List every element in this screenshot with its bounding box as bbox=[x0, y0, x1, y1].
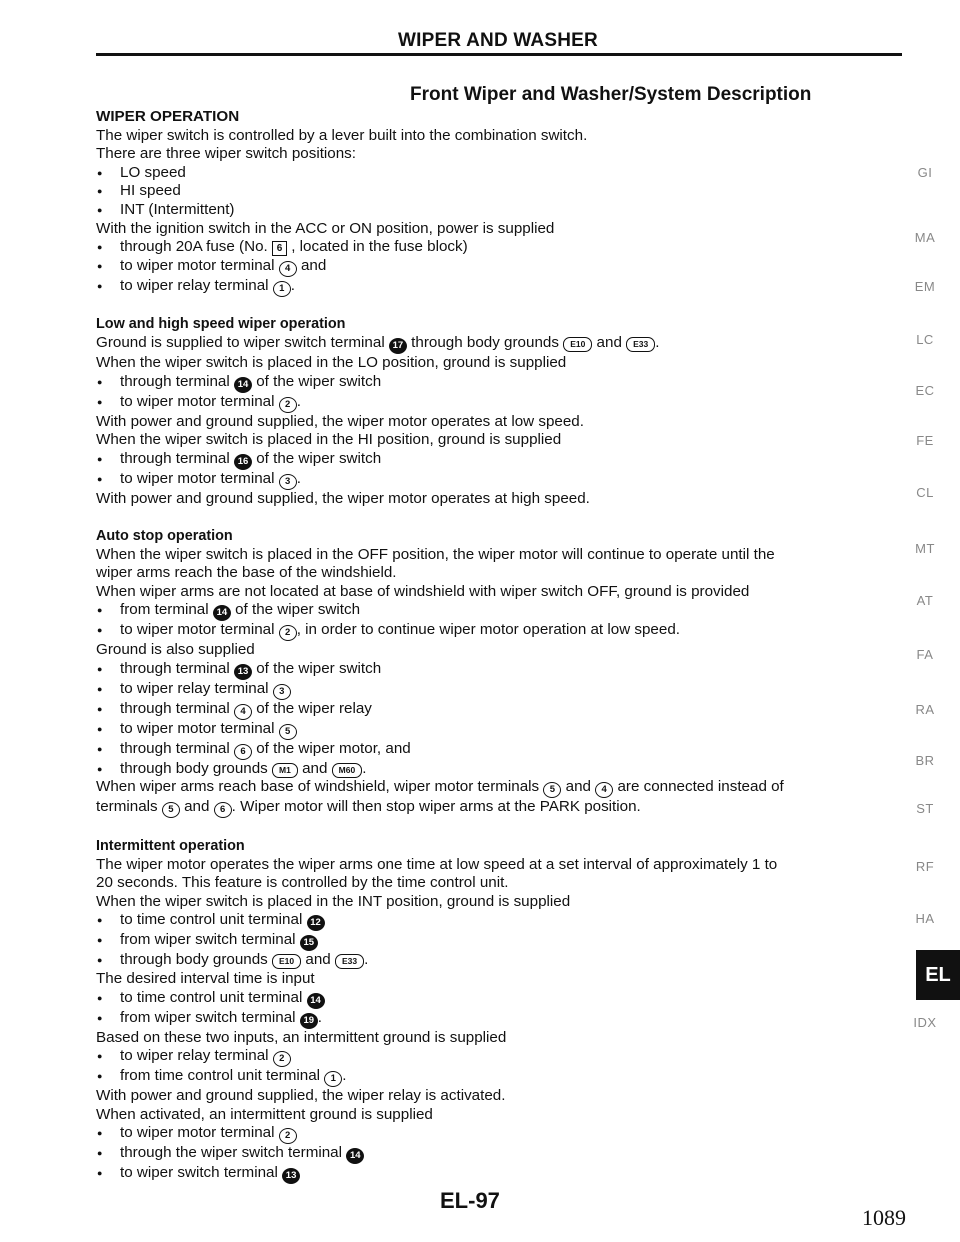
bullet-item: ● HI speed bbox=[96, 182, 902, 201]
text: through body grounds bbox=[120, 951, 268, 969]
tab-gi[interactable]: GI bbox=[917, 165, 933, 180]
terminal-number: 4 bbox=[595, 782, 613, 798]
tab-rf[interactable]: RF bbox=[915, 859, 935, 874]
terminal-number: 12 bbox=[307, 915, 325, 931]
terminal-number: 2 bbox=[273, 1051, 291, 1067]
bullet-item bbox=[96, 740, 902, 760]
text-line: When the wiper switch is placed in the LO position, ground is supplied bbox=[96, 353, 567, 371]
text: Ground is supplied to wiper switch terminal bbox=[96, 333, 385, 351]
bullet-item bbox=[96, 373, 902, 393]
page-number: 1089 bbox=[862, 1205, 906, 1230]
text: to wiper motor terminal bbox=[120, 719, 275, 737]
terminal-number: 17 bbox=[389, 338, 407, 354]
bullet-item bbox=[96, 257, 902, 277]
bullet-item bbox=[96, 1067, 902, 1087]
tab-br[interactable]: BR bbox=[915, 753, 935, 768]
text: to wiper relay terminal bbox=[120, 1047, 269, 1065]
terminal-number: 13 bbox=[282, 1168, 300, 1184]
low-high-heading: Low and high speed wiper operation bbox=[96, 316, 346, 333]
bullet-item bbox=[96, 760, 902, 779]
wiper-operation-heading: WIPER OPERATION bbox=[96, 108, 240, 125]
terminal-number: 2 bbox=[279, 397, 297, 413]
bullet-item bbox=[96, 989, 902, 1009]
tab-fa[interactable]: FA bbox=[916, 647, 934, 662]
tab-em[interactable]: EM bbox=[914, 279, 936, 294]
text: of the wiper relay bbox=[256, 699, 372, 717]
bullet-item bbox=[96, 951, 902, 970]
bullet-item: ● LO speed bbox=[96, 164, 902, 183]
tab-ra[interactable]: RA bbox=[915, 702, 935, 717]
text: to wiper relay terminal bbox=[120, 679, 269, 697]
terminal-number: 19 bbox=[300, 1013, 318, 1029]
terminal-number: 5 bbox=[279, 724, 297, 740]
text-line bbox=[96, 778, 902, 798]
text: through 20A fuse (No. bbox=[120, 238, 268, 256]
text-line: With power and ground supplied, the wiper motor operates at high speed. bbox=[96, 489, 590, 507]
bullet-item bbox=[96, 1047, 902, 1067]
bullet-item bbox=[96, 931, 902, 951]
bullet-item bbox=[96, 1124, 902, 1144]
terminal-number: 1 bbox=[273, 281, 291, 297]
bullet-item bbox=[96, 277, 902, 297]
text: When wiper arms reach base of windshield, wiper motor terminals bbox=[96, 778, 540, 796]
text: of the wiper motor, and bbox=[256, 739, 411, 757]
text-line: When wiper arms are not located at base of windshield with wiper switch OFF, ground is provided bbox=[96, 582, 750, 600]
bullet-item bbox=[96, 238, 902, 257]
tab-el-active[interactable]: EL bbox=[916, 950, 960, 1000]
text-line: The wiper switch is controlled by a lever built into the combination switch. bbox=[96, 126, 588, 144]
terminal-number: 14 bbox=[234, 377, 252, 393]
terminal-number: 3 bbox=[273, 684, 291, 700]
terminal-number: 4 bbox=[234, 704, 252, 720]
text-line: The wiper motor operates the wiper arms one time at low speed at a set interval of approximately 1 to bbox=[96, 855, 778, 873]
bullet-item bbox=[96, 700, 902, 720]
text: to wiper motor terminal bbox=[120, 1124, 275, 1142]
text: . Wiper motor will then stop wiper arms at the PARK position. bbox=[231, 798, 641, 816]
text: to wiper motor terminal bbox=[120, 256, 275, 274]
intermittent-heading: Intermittent operation bbox=[96, 838, 245, 855]
bullet-item bbox=[96, 720, 902, 740]
text: . bbox=[362, 759, 367, 777]
terminal-number: 2 bbox=[279, 625, 297, 641]
text: to time control unit terminal bbox=[120, 988, 303, 1006]
terminal-number: 16 bbox=[234, 454, 252, 470]
ground-symbol: M60 bbox=[332, 763, 363, 778]
text: . bbox=[655, 333, 660, 351]
bullet-item bbox=[96, 1009, 902, 1029]
text-line: With power and ground supplied, the wiper motor operates at low speed. bbox=[96, 412, 584, 430]
text: through terminal bbox=[120, 659, 230, 677]
bullet-item bbox=[96, 470, 902, 490]
text: to wiper motor terminal bbox=[120, 621, 275, 639]
tab-at[interactable]: AT bbox=[916, 593, 934, 608]
text-line: Based on these two inputs, an intermittent ground is supplied bbox=[96, 1028, 507, 1046]
text: . bbox=[364, 951, 369, 969]
text: through terminal bbox=[120, 739, 230, 757]
text: and bbox=[565, 778, 591, 796]
text: of the wiper switch bbox=[256, 449, 382, 467]
text: . bbox=[342, 1067, 347, 1085]
bullet-item bbox=[96, 1144, 902, 1164]
text: . bbox=[290, 276, 296, 294]
terminal-number: 5 bbox=[543, 782, 561, 798]
terminal-number: 14 bbox=[213, 605, 231, 621]
text-line: wiper arms reach the base of the windshield. bbox=[96, 564, 397, 582]
text: and bbox=[302, 759, 328, 777]
text: . bbox=[296, 469, 301, 487]
text-line: When the wiper switch is placed in the OFF position, the wiper motor will continue to operate until the bbox=[96, 545, 775, 563]
text-line: Ground is also supplied bbox=[96, 641, 255, 659]
bullet-item bbox=[96, 450, 902, 470]
text: and bbox=[300, 256, 327, 274]
text-line bbox=[96, 798, 902, 818]
text: through terminal bbox=[120, 372, 230, 390]
tab-lc[interactable]: LC bbox=[916, 332, 934, 347]
tab-st[interactable]: ST bbox=[916, 801, 934, 816]
text-line: When the wiper switch is placed in the HI position, ground is supplied bbox=[96, 431, 562, 449]
bullet-item: ● INT (Intermittent) bbox=[96, 201, 902, 220]
text: of the wiper switch bbox=[235, 601, 361, 619]
terminal-number: 4 bbox=[279, 261, 297, 277]
ground-symbol: E10 bbox=[272, 954, 301, 969]
tab-ec[interactable]: EC bbox=[915, 383, 935, 398]
bullet-item bbox=[96, 601, 902, 621]
terminal-number: 13 bbox=[234, 664, 252, 680]
ground-symbol: M1 bbox=[272, 763, 298, 778]
text: , in order to continue wiper motor operation at low speed. bbox=[296, 621, 680, 639]
terminal-number: 6 bbox=[234, 744, 252, 760]
text-line: There are three wiper switch positions: bbox=[96, 145, 356, 163]
text: through the wiper switch terminal bbox=[120, 1144, 343, 1162]
bullet-item bbox=[96, 621, 902, 641]
text: from terminal bbox=[120, 601, 209, 619]
text: from time control unit terminal bbox=[120, 1067, 321, 1085]
text: . bbox=[296, 392, 301, 410]
text: from wiper switch terminal bbox=[120, 1008, 296, 1026]
terminal-number: 2 bbox=[279, 1128, 297, 1144]
text: to wiper motor terminal bbox=[120, 469, 275, 487]
text: to time control unit terminal bbox=[120, 911, 303, 929]
ground-symbol: E10 bbox=[563, 337, 592, 352]
text: and bbox=[184, 798, 210, 816]
text: of the wiper switch bbox=[256, 659, 382, 677]
page-header-title: WIPER AND WASHER bbox=[398, 30, 598, 51]
ground-symbol: E33 bbox=[626, 337, 655, 352]
text-line: With power and ground supplied, the wiper relay is activated. bbox=[96, 1087, 506, 1105]
tab-ma[interactable]: MA bbox=[914, 230, 936, 245]
text: and bbox=[305, 951, 331, 969]
text: are connected instead of bbox=[617, 778, 784, 796]
bullet-item bbox=[96, 393, 902, 413]
ground-symbol: E33 bbox=[335, 954, 364, 969]
document-body bbox=[96, 108, 902, 1184]
text: from wiper switch terminal bbox=[120, 931, 296, 949]
text-line: The desired interval time is input bbox=[96, 970, 315, 988]
header-rule bbox=[96, 53, 902, 56]
tab-ha[interactable]: HA bbox=[915, 911, 935, 926]
text: of the wiper switch bbox=[256, 372, 382, 390]
text-line: With the ignition switch in the ACC or ON position, power is supplied bbox=[96, 219, 555, 237]
text-line: When the wiper switch is placed in the INT position, ground is supplied bbox=[96, 892, 571, 910]
text: through body grounds bbox=[120, 759, 268, 777]
section-title: Front Wiper and Washer/System Description bbox=[410, 84, 812, 105]
terminal-number: 1 bbox=[324, 1071, 342, 1087]
terminal-number: 15 bbox=[300, 935, 318, 951]
bullet-item bbox=[96, 680, 902, 700]
terminal-number: 5 bbox=[162, 802, 180, 818]
tab-fe[interactable]: FE bbox=[916, 433, 934, 448]
text: to wiper switch terminal bbox=[120, 1164, 278, 1182]
text: , located in the fuse block) bbox=[291, 238, 468, 256]
text: and bbox=[596, 333, 622, 351]
auto-stop-heading: Auto stop operation bbox=[96, 527, 233, 544]
text: through terminal bbox=[120, 699, 230, 717]
text: to wiper motor terminal bbox=[120, 392, 275, 410]
text-line: 20 seconds. This feature is controlled by the time control unit. bbox=[96, 874, 509, 892]
fuse-number-box: 6 bbox=[272, 241, 287, 256]
tab-mt[interactable]: MT bbox=[915, 541, 935, 556]
text: through terminal bbox=[120, 449, 230, 467]
page-code: EL-97 bbox=[440, 1188, 500, 1213]
bullet-item bbox=[96, 660, 902, 680]
terminal-number: 6 bbox=[214, 802, 232, 818]
text: through body grounds bbox=[411, 333, 559, 351]
tab-cl[interactable]: CL bbox=[916, 485, 934, 500]
text-line bbox=[96, 334, 902, 354]
text-line: When activated, an intermittent ground is supplied bbox=[96, 1105, 433, 1123]
terminal-number: 14 bbox=[346, 1148, 364, 1164]
bullet-item bbox=[96, 911, 902, 931]
text: to wiper relay terminal bbox=[120, 276, 269, 294]
terminal-number: 14 bbox=[307, 993, 325, 1009]
terminal-number: 3 bbox=[279, 474, 297, 490]
text: . bbox=[317, 1008, 323, 1026]
tab-idx[interactable]: IDX bbox=[913, 1015, 937, 1030]
bullet-item bbox=[96, 1164, 902, 1184]
text: terminals bbox=[96, 798, 158, 816]
